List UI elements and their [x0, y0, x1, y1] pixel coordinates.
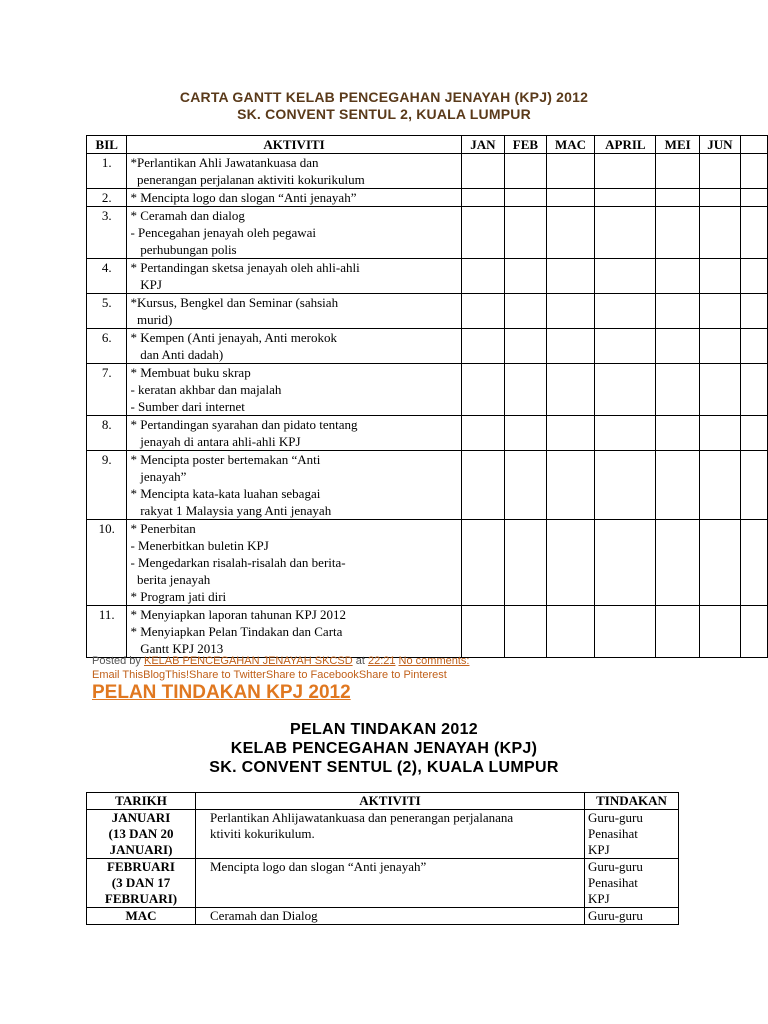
month-cell: [505, 189, 547, 207]
activity-cell: [127, 294, 461, 329]
header-aktiviti: AKTIVITI: [196, 793, 585, 810]
row-number: 11.: [87, 606, 127, 658]
plan-row: [87, 810, 679, 859]
month-cell: [595, 329, 656, 364]
month-cell: [461, 207, 504, 259]
month-cell: [546, 416, 595, 451]
gantt-row: [87, 154, 768, 189]
activity-line: * Mencipta logo dan slogan “Anti jenayah”: [130, 190, 357, 205]
gantt-row: [87, 259, 768, 294]
share-twitter[interactable]: Share to Twitter: [189, 669, 266, 681]
month-cell: [505, 520, 547, 606]
month-cell: [699, 520, 740, 606]
month-cell: [546, 451, 595, 520]
activity-cell: [127, 364, 461, 416]
row-number: 3.: [87, 207, 127, 259]
month-cell: [595, 606, 656, 658]
action-cell-line: Penasihat: [588, 826, 638, 841]
month-cell: [656, 294, 700, 329]
share-pinterest[interactable]: Share to Pinterest: [358, 669, 447, 681]
gantt-row: [87, 606, 768, 658]
header-tindakan: TINDAKAN: [585, 793, 679, 810]
activity-cell: [127, 520, 461, 606]
month-cell: [699, 364, 740, 416]
activity-cell: [127, 207, 461, 259]
month-cell: [461, 451, 504, 520]
action-cell-line: Guru-guru: [588, 859, 643, 874]
activity-line: penerangan perjalanan aktiviti kokurikulum: [130, 172, 365, 187]
month-cell: [595, 154, 656, 189]
month-cell: [740, 606, 767, 658]
row-number: 6.: [87, 329, 127, 364]
share-email[interactable]: Email This: [92, 669, 144, 681]
header-bil: BIL: [87, 136, 127, 154]
activity-line: * Program jati diri: [130, 589, 227, 604]
month-cell: [656, 364, 700, 416]
gantt-subtitle: SK. CONVENT SENTUL 2, KUALA LUMPUR: [237, 106, 531, 122]
month-cell: [699, 294, 740, 329]
month-cell: [546, 606, 595, 658]
activity-line: * Mencipta poster bertemakan “Anti: [130, 452, 321, 467]
activity-line: * Ceramah dan dialog: [130, 208, 245, 223]
activity-cell: [196, 908, 585, 925]
header-mac: MAC: [546, 136, 595, 154]
share-blogthis[interactable]: BlogThis!: [143, 669, 190, 681]
month-cell: [656, 189, 700, 207]
month-cell: [656, 520, 700, 606]
month-cell: [595, 294, 656, 329]
date-cell: [87, 859, 196, 908]
month-cell: [505, 606, 547, 658]
activity-line: * Kempen (Anti jenayah, Anti merokok: [130, 330, 337, 345]
month-cell: [505, 259, 547, 294]
month-cell: [699, 416, 740, 451]
activity-cell: [196, 810, 585, 859]
plan-row: [87, 859, 679, 908]
activity-cell: [127, 189, 461, 207]
month-cell: [740, 451, 767, 520]
month-cell: [546, 329, 595, 364]
row-number: 5.: [87, 294, 127, 329]
month-cell: [699, 329, 740, 364]
month-cell: [546, 294, 595, 329]
activity-line: *Perlantikan Ahli Jawatankuasa dan: [130, 155, 319, 170]
activity-line: * Mencipta kata-kata luahan sebagai: [130, 486, 321, 501]
month-cell: [505, 364, 547, 416]
month-cell: [740, 154, 767, 189]
month-cell: [740, 207, 767, 259]
month-cell: [699, 259, 740, 294]
date-cell-line: MAC: [125, 908, 157, 923]
date-cell-line: (3 DAN 17: [111, 875, 171, 890]
month-cell: [595, 451, 656, 520]
month-cell: [699, 451, 740, 520]
action-cell: [585, 859, 679, 908]
activity-line: * Pertandingan syarahan dan pidato tentang: [130, 417, 358, 432]
month-cell: [656, 207, 700, 259]
month-cell: [595, 207, 656, 259]
row-number: 8.: [87, 416, 127, 451]
activity-line: *Kursus, Bengkel dan Seminar (sahsiah: [130, 295, 339, 310]
activity-line: - Mengedarkan risalah-risalah dan berita-: [130, 555, 346, 570]
activity-line: jenayah di antara ahli-ahli KPJ: [130, 434, 301, 449]
activity-line: jenayah”: [130, 469, 187, 484]
month-cell: [461, 329, 504, 364]
activity-line: dan Anti dadah): [130, 347, 224, 362]
month-cell: [461, 520, 504, 606]
plan-table: [86, 792, 679, 925]
month-cell: [740, 329, 767, 364]
header-tarikh: TARIKH: [87, 793, 196, 810]
plan-header-row: [87, 793, 679, 810]
date-cell-line: FEBRUARI: [107, 859, 175, 874]
activity-line: KPJ: [130, 277, 162, 292]
activity-cell: [127, 451, 461, 520]
month-cell: [656, 259, 700, 294]
month-cell: [656, 154, 700, 189]
header-mei: MEI: [656, 136, 700, 154]
gantt-row: [87, 329, 768, 364]
action-cell: [585, 810, 679, 859]
activity-line: rakyat 1 Malaysia yang Anti jenayah: [130, 503, 332, 518]
month-cell: [505, 329, 547, 364]
date-cell-line: JANUARI): [109, 842, 173, 857]
month-cell: [461, 606, 504, 658]
gantt-row: [87, 364, 768, 416]
month-cell: [546, 154, 595, 189]
action-cell-line: KPJ: [588, 891, 610, 906]
month-cell: [740, 259, 767, 294]
date-cell-line: JANUARI: [111, 810, 171, 825]
gantt-row: [87, 207, 768, 259]
month-cell: [461, 294, 504, 329]
month-cell: [546, 520, 595, 606]
action-cell: [585, 908, 679, 925]
activity-cell: [127, 606, 461, 658]
activity-cell-line: Mencipta logo dan slogan “Anti jenayah”: [210, 859, 427, 874]
share-facebook[interactable]: Share to Facebook: [265, 669, 359, 681]
header-aktiviti: AKTIVITI: [127, 136, 461, 154]
plan-subtitle: KELAB PENCEGAHAN JENAYAH (KPJ): [230, 740, 538, 757]
activity-line: * Membuat buku skrap: [130, 365, 251, 380]
gantt-row: [87, 416, 768, 451]
plan-school: SK. CONVENT SENTUL (2), KUALA LUMPUR: [209, 759, 559, 776]
month-cell: [595, 364, 656, 416]
row-number: 9.: [87, 451, 127, 520]
action-cell-line: KPJ: [588, 842, 610, 857]
gantt-table: [86, 135, 768, 658]
month-cell: [595, 259, 656, 294]
month-cell: [740, 416, 767, 451]
activity-cell: [127, 259, 461, 294]
month-cell: [546, 207, 595, 259]
date-cell-line: (13 DAN 20: [108, 826, 174, 841]
month-cell: [595, 416, 656, 451]
gantt-row: [87, 189, 768, 207]
activity-cell: [127, 416, 461, 451]
month-cell: [740, 294, 767, 329]
month-cell: [546, 189, 595, 207]
month-cell: [505, 416, 547, 451]
month-cell: [546, 259, 595, 294]
gantt-row: [87, 451, 768, 520]
header-jun: JUN: [699, 136, 740, 154]
activity-line: - Menerbitkan buletin KPJ: [130, 538, 269, 553]
activity-line: * Menyiapkan Pelan Tindakan dan Carta: [130, 624, 343, 639]
next-post-title-link[interactable]: PELAN TINDAKAN KPJ 2012: [92, 682, 351, 703]
month-cell: [461, 416, 504, 451]
header-jan: JAN: [461, 136, 504, 154]
row-number: 1.: [87, 154, 127, 189]
at-label: at: [355, 655, 365, 667]
plan-title: PELAN TINDAKAN 2012: [290, 721, 478, 738]
activity-line: perhubungan polis: [130, 242, 237, 257]
month-cell: [740, 364, 767, 416]
activity-line: * Menyiapkan laporan tahunan KPJ 2012: [130, 607, 347, 622]
month-cell: [595, 189, 656, 207]
comments-link[interactable]: No comments:: [398, 655, 470, 667]
header-april: APRIL: [595, 136, 656, 154]
posted-by-label: Posted by: [92, 655, 141, 667]
share-links: [92, 669, 447, 681]
month-cell: [740, 520, 767, 606]
header-overflow: [740, 136, 767, 154]
header-feb: FEB: [505, 136, 547, 154]
row-number: 7.: [87, 364, 127, 416]
time-link[interactable]: 22:21: [367, 655, 396, 667]
month-cell: [505, 294, 547, 329]
row-number: 4.: [87, 259, 127, 294]
activity-line: berita jenayah: [130, 572, 211, 587]
month-cell: [595, 520, 656, 606]
date-cell: [87, 908, 196, 925]
month-cell: [505, 207, 547, 259]
gantt-row: [87, 294, 768, 329]
row-number: 2.: [87, 189, 127, 207]
activity-cell-line: Ceramah dan Dialog: [210, 908, 318, 923]
month-cell: [505, 451, 547, 520]
activity-cell-line: ktiviti kokurikulum.: [210, 826, 315, 841]
activity-cell-line: Perlantikan Ahlijawatankuasa dan penerangan perjalanana: [210, 810, 514, 825]
month-cell: [461, 259, 504, 294]
month-cell: [505, 154, 547, 189]
month-cell: [461, 189, 504, 207]
month-cell: [656, 329, 700, 364]
activity-line: - keratan akhbar dan majalah: [130, 382, 282, 397]
action-cell-line: Penasihat: [588, 875, 638, 890]
gantt-title: CARTA GANTT KELAB PENCEGAHAN JENAYAH (KPJ) 2012: [179, 89, 589, 105]
month-cell: [461, 154, 504, 189]
activity-line: Gantt KPJ 2013: [130, 641, 224, 656]
post-footer: [92, 655, 469, 667]
action-cell-line: Guru-guru: [588, 908, 643, 923]
month-cell: [699, 606, 740, 658]
month-cell: [461, 364, 504, 416]
month-cell: [656, 451, 700, 520]
author-link[interactable]: KELAB PENCEGAHAN JENAYAH SKCSD: [143, 655, 353, 667]
plan-row: [87, 908, 679, 925]
activity-cell: [127, 154, 461, 189]
activity-line: - Sumber dari internet: [130, 399, 245, 414]
activity-line: * Pertandingan sketsa jenayah oleh ahli-ahli: [130, 260, 360, 275]
gantt-header-row: [87, 136, 768, 154]
activity-cell: [196, 859, 585, 908]
action-cell-line: Guru-guru: [588, 810, 643, 825]
month-cell: [699, 189, 740, 207]
activity-cell: [127, 329, 461, 364]
month-cell: [656, 606, 700, 658]
activity-line: - Pencegahan jenayah oleh pegawai: [130, 225, 316, 240]
month-cell: [656, 416, 700, 451]
month-cell: [740, 189, 767, 207]
row-number: 10.: [87, 520, 127, 606]
activity-line: murid): [130, 312, 173, 327]
activity-line: * Penerbitan: [130, 521, 196, 536]
date-cell: [87, 810, 196, 859]
month-cell: [546, 364, 595, 416]
month-cell: [699, 154, 740, 189]
date-cell-line: FEBRUARI): [104, 891, 178, 906]
month-cell: [699, 207, 740, 259]
gantt-row: [87, 520, 768, 606]
